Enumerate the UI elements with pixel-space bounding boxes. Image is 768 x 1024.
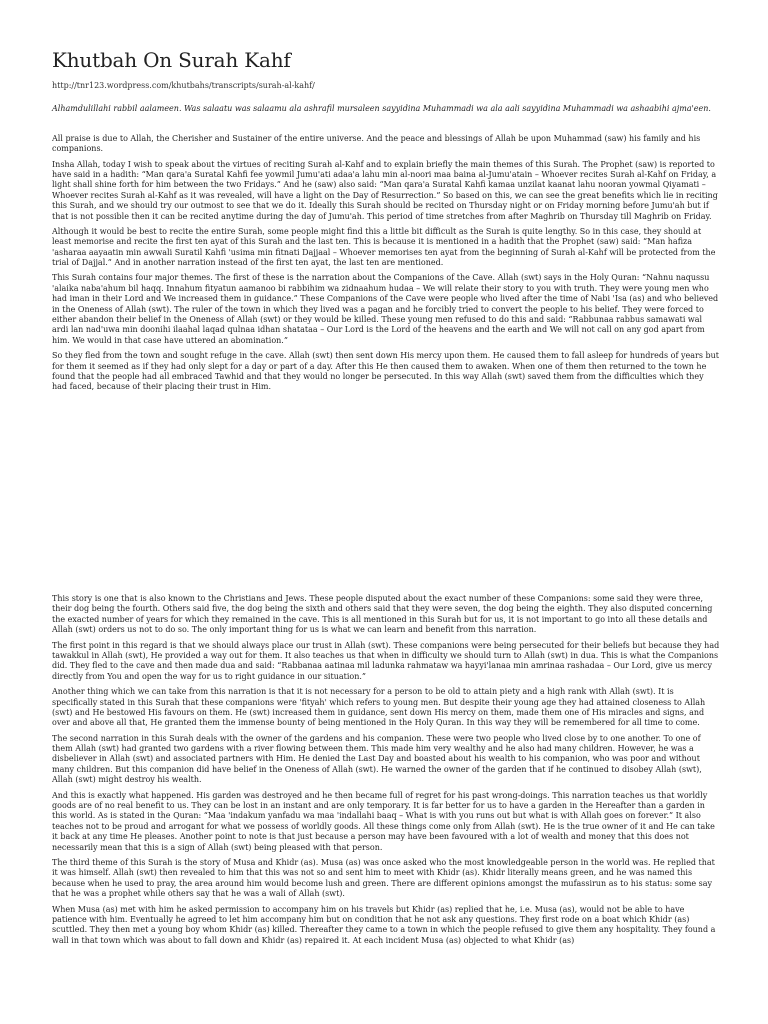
paragraph: And this is exactly what happened. His garden was destroyed and he then became full of regret for his past wrong-doings. This narration teaches us that worldly goods are of no real benefit to us. They can be lost in an instant and are only temporary. It is far better for us to have a garden in the Hereafter than a garden in this world. As is stated in the Quran: “Maa 'indakum yanfadu wa maa 'indallahi baaq – What is with you runs out but what is with Allah goes on forever.” It also teaches not to be proud and arrogant for what we possess of worldly goods. All these things come only from Allah (swt). He is the true owner of it and He can take it back at any time He pleases. Another point to note is that just because a person may have been favoured with a lot of wealth and money that this does not necessarily mean that this is a sign of Allah (swt) being pleased with that person.	[52, 790, 715, 852]
paragraph: The third theme of this Surah is the story of Musa and Khidr (as). Musa (as) was once asked who the most knowledgeable person in the world was. He replied that it was himself. Allah (swt) then revealed to him that this was not so and sent him to meet with Khidr (as). Khidr literally means green, and he was named this because when he used to pray, the area around him would become lush and green. There are different opinions amongst the mufassirun as to his status: some say that he was a prophet while others say that he was a wali of Allah (swt).	[52, 857, 715, 899]
paragraph: Insha Allah, today I wish to speak about the virtues of reciting Surah al-Kahf and to explain briefly the main themes of this Surah. The Prophet (saw) is reported to have said in a hadith: “Man qara'a Suratal Kahfi fee yowmil Jumu'ati adaa'a lahu min al-noori maa baina al-Jumu'atain – Whoever recites Surah al-Kahf on Friday, a light shall shine forth for him between the two Fridays.” And he (saw) also said: “Man qara'a Suratal Kahfi kamaa unzilat kaanat lahu nooran yowmal Qiyamati – Whoever recites Surah al-Kahf as it was revealed, will have a light on the Day of Resurrection.” So based on this, we can see the great benefits which lie in reciting this Surah, and we should try our outmost to see that we do it. Ideally this Surah should be recited on Thursday night or on Friday morning before Jumu'ah but if that is not possible then it can be recited anytime during the day of Jumu'ah. This period of time stretches from after Maghrib on Thursday till Maghrib on Friday.	[52, 159, 718, 221]
paragraph: When Musa (as) met with him he asked permission to accompany him on his travels but Khidr (as) replied that he, i.e. Musa (as), would not be able to have patience with him. Eventually he agreed to let him accompany him but on condition that he not ask any questions. They first rode on a boat which Khidr (as) scuttled. They then met a young boy whom Khidr (as) killed. Thereafter they came to a town in which the people refused to give them any hospitality. They found a wall in that town which was about to fall down and Khidr (as) repaired it. At each incident Musa (as) objected to what Khidr (as)	[52, 904, 716, 945]
document-top	[52, 48, 720, 398]
page-title: Khutbah On Surah Kahf	[52, 48, 291, 72]
paragraph: All praise is due to Allah, the Cherisher and Sustainer of the entire universe. And the peace and blessings of Allah be upon Muhammad (saw) his family and his companions.	[52, 133, 701, 154]
opening-invocation: Alhamdulillahi rabbil aalameen. Was salaatu was salaamu ala ashrafil mursaleen sayyidina Muhammadi wa ala aali sayyidina Muhammadi wa ashaabihi ajma'een.	[52, 104, 711, 113]
paragraph: This story is one that is also known to the Christians and Jews. These people disputed about the exact number of these Companions: some said they were three, their dog being the fourth. Others said five, the dog being the sixth and others said that they were seven, the dog being the eighth. They also disputed concerning the exacted number of years for which they remained in the cave. This is all mentioned in this Surah but for us, it is not important to go into all these details and Allah (swt) orders us not to do so. The only important thing for us is what we can learn and benefit from this narration.	[52, 594, 713, 635]
paragraph: This Surah contains four major themes. The first of these is the narration about the Companions of the Cave. Allah (swt) says in the Holy Quran: “Nahnu naqussu 'alaika naba'ahum bil haqq. Innahum fityatun aamanoo bi rabbihim wa zidnaahum hudaa – We will relate their story to you with truth. They were young men who had iman in their Lord and We increased them in guidance.” These Companions of the Cave were people who lived after the time of Nabi 'Isa (as) and who believed in the Oneness of Allah (swt). The ruler of the town in which they lived was a pagan and he forcibly tried to convert the people to his belief. They were forced to either abandon their belief in the Oneness of Allah (swt) or they would be killed. These young men refused to do this and said: “Rabbunaa rabbus samawati wal ardi lan nad'uwa min doonihi ilaahal laqad qulnaa idhan shatataa – Our Lord is the Lord of the heavens and the earth and We will not call on any god apart from him. We would in that case have uttered an abomination.”	[52, 273, 719, 345]
paragraph: So they fled from the town and sought refuge in the cave. Allah (swt) then sent down His mercy upon them. He caused them to fall asleep for hundreds of years but for them it seemed as if they had only slept for a day or part of a day. After this He then caused them to awaken. When one of them then returned to the town he found that the people had all embraced Tawhid and that they would no longer be persecuted. In this way Allah (swt) saved them from the difficulties which they had faced, because of their placing their trust in Him.	[52, 351, 719, 392]
document-continued	[52, 594, 720, 951]
paragraph: Another thing which we can take from this narration is that it is not necessary for a person to be old to attain piety and a high rank with Allah (swt). It is specifically stated in this Surah that these companions were 'fityah' which refers to young men. But despite their young age they had attained closeness to Allah (swt) and He bestowed His favours on them. He (swt) increased them in guidance, sent down His mercy on them, made them one of His miracles and signs, and over and above all that, He granted them the immense bounty of being mentioned in the Holy Quran. In this way they will be remembered for all time to come.	[52, 687, 706, 728]
paragraph: Although it would be best to recite the entire Surah, some people might find this a little bit difficult as the Surah is quite lengthy. So in this case, they should at least memorise and recite the first ten ayat of this Surah and the last ten. This is because it is mentioned in a hadith that the Prophet (saw) said: “Man hafiza 'asharaa aayaatin min awwali Suratil Kahfi 'usima min fitnati Dajjaal – Whoever memorises ten ayat from the beginning of Surah al-Kahf will be protected from the trial of Dajjal.” And in another narration instead of the first ten ayat, the last ten are mentioned.	[52, 226, 716, 268]
paragraph: The second narration in this Surah deals with the owner of the gardens and his companion. These were two people who lived close by to one another. To one of them Allah (swt) had granted two gardens with a river flowing between them. This made him very wealthy and he also had many children. However, he was a disbeliever in Allah (swt) and associated partners with Him. He denied the Last Day and boasted about his wealth to his companion, who was poor and without many children. But this companion did have belief in the Oneness of Allah (swt). He warned the owner of the garden that if he continued to disobey Allah (swt), Allah (swt) might destroy his wealth.	[52, 733, 702, 785]
source-url[interactable]: http://tnr123.wordpress.com/khutbahs/transcripts/surah-al-kahf/	[52, 81, 315, 90]
paragraph: The first point in this regard is that we should always place our trust in Allah (swt). These companions were being persecuted for their beliefs but because they had tawakkul in Allah (swt), He provided a way out for them. It also teaches us that when in difficulty we should turn to Allah (swt) in dua. This is what the Companions did. They fled to the cave and then made dua and said: “Rabbanaa aatinaa mil ladunka rahmataw wa hayyi'lanaa min amrinaa rashadaa – Our Lord, give us mercy directly from You and open the way for us to right guidance in our situation.”	[52, 640, 720, 681]
